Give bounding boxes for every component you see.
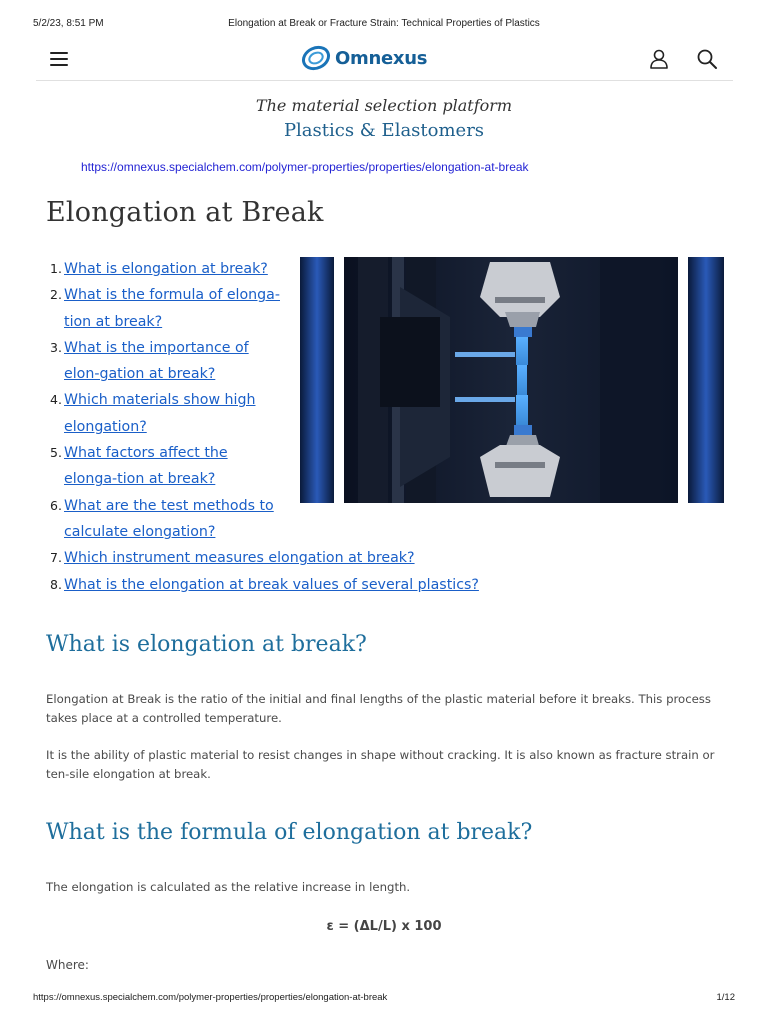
toc-item <box>46 493 284 546</box>
toc-item <box>46 572 479 598</box>
logo-text: Omnexus <box>335 47 428 69</box>
toc-item <box>46 440 284 493</box>
toc-item <box>46 545 479 571</box>
toc-link-instrument[interactable]: Which instrument measures elongation at break? <box>64 550 415 567</box>
omnexus-logo[interactable] <box>301 43 427 73</box>
toc-number: 4. <box>50 392 62 408</box>
section-heading-formula: What is the formula of elongation at break? <box>46 820 533 845</box>
toc-link-test-methods[interactable]: What are the test methods to calculate elongation? <box>64 497 274 540</box>
section-paragraph: It is the ability of plastic material to resist changes in shape without cracking. It is also known as fracture strain or ten-sile elongation at break. <box>46 748 715 781</box>
toc-number: 6. <box>50 497 62 513</box>
toc-link-what-is-elongation[interactable]: What is elongation at break? <box>64 261 268 277</box>
toc-item <box>46 387 284 440</box>
print-title: Elongation at Break or Fracture Strain: Technical Properties of Plastics <box>228 18 540 29</box>
toc-number: 7. <box>50 550 62 566</box>
elongation-formula: ε = (ΔL/L) x 100 <box>326 919 442 934</box>
print-date: 5/2/23, 8:51 PM <box>33 18 104 29</box>
toc-number: 3. <box>50 339 62 355</box>
print-footer-url: https://omnexus.specialchem.com/polymer-properties/properties/elongation-at-break <box>33 992 388 1003</box>
toc-link-factors[interactable]: What factors affect the elonga-tion at break? <box>64 445 228 488</box>
site-subtagline[interactable]: Plastics & Elastomers <box>283 120 485 141</box>
logo-mark-icon <box>301 44 333 72</box>
section-paragraph: Elongation at Break is the ratio of the initial and final lengths of the plastic material before it breaks. This process takes place at a controlled temperature. <box>46 692 711 725</box>
page-title: Elongation at Break <box>46 197 324 228</box>
where-label: Where: <box>46 958 89 972</box>
toc-link-high-elongation-materials[interactable]: Which materials show high elongation? <box>64 392 256 435</box>
site-header <box>36 40 733 81</box>
toc-number: 5. <box>50 445 62 461</box>
page-url[interactable]: https://omnexus.specialchem.com/polymer-properties/properties/elongation-at-break <box>81 160 529 174</box>
print-page-number: 1/12 <box>716 992 735 1003</box>
hamburger-menu-icon[interactable] <box>50 50 70 66</box>
toc-link-importance[interactable]: What is the importance of elon-gation at break? <box>64 339 249 383</box>
site-tagline: The material selection platform <box>255 96 513 115</box>
section-heading-what-is: What is elongation at break? <box>46 632 367 657</box>
toc-number: 1. <box>50 261 62 276</box>
user-icon[interactable] <box>648 48 670 70</box>
search-icon[interactable] <box>696 48 718 70</box>
toc-item <box>46 335 284 388</box>
section-paragraph: The elongation is calculated as the relative increase in length. <box>46 880 411 894</box>
toc-number: 2. <box>50 287 62 303</box>
toc-item <box>46 256 284 282</box>
tensile-test-machine-image <box>300 257 724 503</box>
toc-item <box>46 282 284 335</box>
toc-link-values[interactable]: What is the elongation at break values of several plastics? <box>64 576 479 593</box>
toc-link-formula[interactable]: What is the formula of elonga-tion at break? <box>64 287 280 330</box>
toc-number: 8. <box>50 576 62 592</box>
